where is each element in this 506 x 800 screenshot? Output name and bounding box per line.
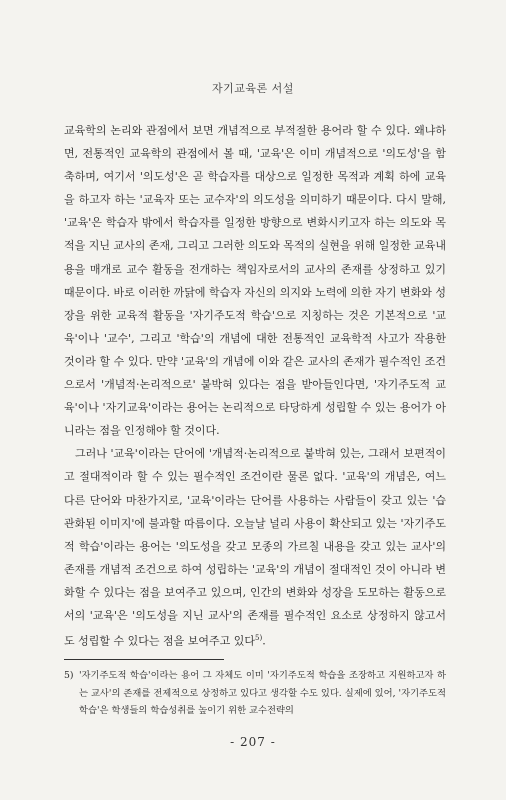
- footnote-reference: 5): [255, 634, 263, 643]
- paragraph: 교육학의 논리와 관점에서 보면 개념적으로 부적절한 용어라 할 수 있다. 왜냐하면, 전통적인 교육학의 관점에서 볼 때, '교육'은 이미 개념적으로 '의도성'을 함축하며, 여기서 '의도성'은 곧 학습자를 대상으로 일정한 목적과 계획 하에 교육을 하고자 하는 '교육자 또는 교수자'의 의도성을 의미하기 때문이다. 다시 말해, '교육'은 학습자 밖에서 학습자를 일정한 방향으로 변화시키고자 하는 의도와 목적을 지닌 교사의 존재, 그리고 그러한 의도와 목적의 실현을 위해 일정한 교육내용을 매개로 교수 활동을 전개하는 책임자로서의 교사의 존재를 상정하고 있기 때문이다. 바로 이러한 까닭에 학습자 자신의 의지와 노력에 의한 자기 변화와 성장을 위한 교육적 활동을 '자기주도적 학습'으로 지칭하는 것은 기본적으로 '교육'이나 '교수', 그리고 '학습'의 개념에 대한 전통적인 교육학적 사고가 작용한 것이라 할 수 있다. 만약 '교육'의 개념에 이와 같은 교사의 존재가 필수적인 조건으로서 '개념적·논리적으로' 붙박혀 있다는 점을 받아들인다면, '자기주도적 교육'이나 '자기교육'이라는 용어는 논리적으로 타당하게 성립할 수 있는 용어가 아니라는 점을 인정해야 할 것이다.: [64, 124, 446, 438]
- footnote-marker: 5): [64, 670, 74, 681]
- paragraph-text: 그러나 '교육'이라는 단어에 '개념적·논리적으로 붙박혀 있는, 그래서 보편적이고 절대적이라 할 수 있는 필수적인 조건이란 물론 없다. '교육'의 개념은, 여느 다른 단어와 마찬가지로, '교육'이라는 단어를 사용하는 사람들이 갖고 있는 '습관화된 이미지'에 불과할 따름이다. 오늘날 널리 사용이 확산되고 있는 '자기주도적 학습'이라는 용어는 '의도성을 갖고 모종의 가르칠 내용을 갖고 있는 교사'의 존재를 개념적 조건으로 하여 성립하는 '교육'의 개념이 절대적인 것이 아니라 변화할 수 있다는 점을 보여주고 있으며, 인간의 변화와 성장을 도모하는 활동으로서의 '교육'은 '의도성을 지닌 교사'의 존재를 필수적인 요소로 상정하지 않고서도 성립할 수 있다는 점을 보여주고 있다: [64, 447, 446, 648]
- footnote: [64, 667, 446, 720]
- running-header: 자기교육론 서설: [212, 82, 294, 95]
- footnote-text: '자기주도적 학습'이라는 용어 그 자체도 이미 '자기주도적 학습을 조장하고 지원하고자 하는 교사'의 존재를 전제적으로 상정하고 있다고 생각할 수도 있다. 실제에 있어, '자기주도적 학습'은 학생들의 학습성취를 높이기 위한 교수전략의: [79, 670, 446, 717]
- footnote-rule: [64, 659, 224, 660]
- body-text: [64, 119, 446, 653]
- paragraph: 그러나 '교육'이라는 단어에 '개념적·논리적으로 붙박혀 있는, 그래서 보편적이고 절대적이라 할 수 있는 필수적인 조건이란 물론 없다. '교육'의 개념은, 여느 다른 단어와 마찬가지로, '교육'이라는 단어를 사용하는 사람들이 갖고 있는 '습관화된 이미지'에 불과할 따름이다. 오늘날 널리 사용이 확산되고 있는 '자기주도적 학습'이라는 용어는 '의도성을 갖고 모종의 가르칠 내용을 갖고 있는 교사'의 존재를 개념적 조건으로 하여 성립하는 '교육'의 개념이 절대적인 것이 아니라 변화할 수 있다는 점을 보여주고 있으며, 인간의 변화와 성장을 도모하는 활동으로서의 '교육'은 '의도성을 지닌 교사'의 존재를 필수적인 요소로 상정하지 않고서도 성립할 수 있다는 점을 보여주고 있다$^{5)}$.: [64, 447, 446, 648]
- page-number: - 207 -: [230, 735, 276, 749]
